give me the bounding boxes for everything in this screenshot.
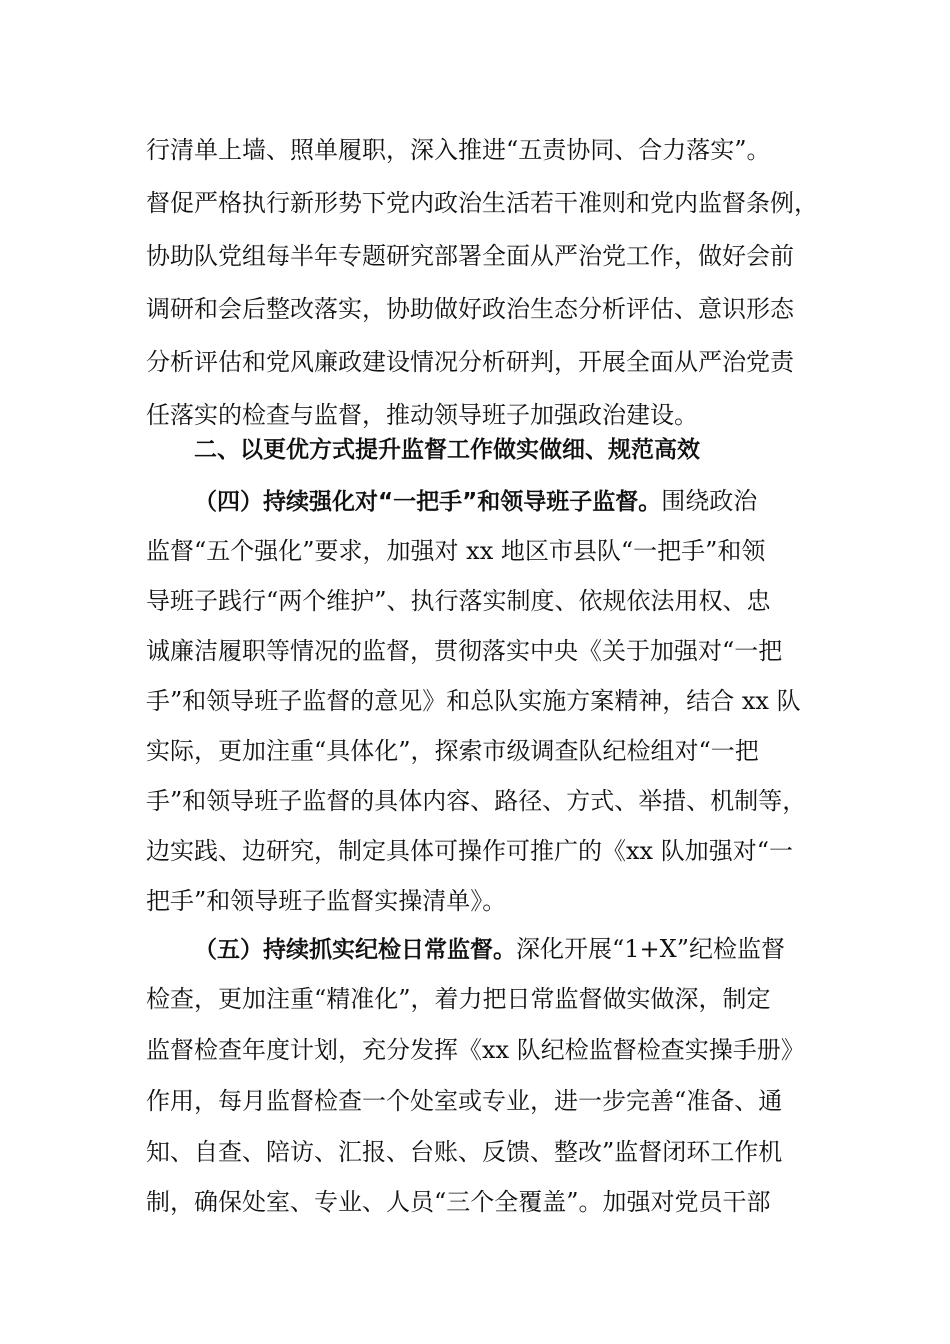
paragraph-line: 把手”和领导班子监督实操清单》。: [146, 887, 507, 915]
paragraph-5-lead: （五）持续抓实纪检日常监督。: [194, 937, 516, 963]
paragraph-line: 手”和领导班子监督的意见》和总队实施方案精神，结合 xx 队: [146, 687, 801, 715]
paragraph-line: 知、自查、陪访、汇报、台账、反馈、整改”监督闭环工作机: [146, 1138, 783, 1166]
paragraph-line: 诚廉洁履职等情况的监督，贯彻落实中央《关于加强对“一把: [146, 637, 783, 665]
paragraph-line: 协助队党组每半年专题研究部署全面从严治党工作，做好会前: [146, 242, 794, 270]
paragraph-4-lead: （四）持续强化对“一把手”和领导班子监督。: [194, 489, 662, 515]
paragraph-line: 边实践、边研究，制定具体可操作可推广的《xx 队加强对“一: [146, 837, 793, 865]
paragraph-line: 检查，更加注重“精准化”，着力把日常监督做实做深，制定: [146, 985, 771, 1013]
paragraph-5-first-line-rest: 深化开展“1+X”纪检监督: [516, 935, 786, 963]
paragraph-5-first-line: [194, 929, 836, 969]
paragraph-line: 制，确保处室、专业、人员“三个全覆盖”。加强对党员干部: [146, 1188, 771, 1216]
paragraph-line: 监督“五个强化”要求，加强对 xx 地区市县队“一把手”和领: [146, 537, 766, 565]
section-heading: 二、以更优方式提升监督工作做实做细、规范高效: [194, 437, 700, 463]
paragraph-line: 调研和会后整改落实，协助做好政治生态分析评估、意识形态: [146, 295, 794, 323]
paragraph-line: 手”和领导班子监督的具体内容、路径、方式、举措、机制等，: [146, 787, 807, 815]
paragraph-line: 行清单上墙、照单履职，深入推进“五责协同、合力落实”。: [146, 136, 771, 164]
paragraph-line: 导班子践行“两个维护”、执行落实制度、依规依法用权、忠: [146, 587, 771, 615]
paragraph-line: 督促严格执行新形势下党内政治生活若干准则和党内监督条例，: [146, 189, 818, 217]
paragraph-line: 监督检查年度计划，充分发挥《xx 队纪检监督检查实操手册》: [146, 1036, 805, 1064]
paragraph-4-first-line: [194, 481, 836, 521]
paragraph-4-first-line-rest: 围绕政治: [661, 487, 758, 515]
paragraph-line: 实际，更加注重“具体化”，探索市级调查队纪检组对“一把: [146, 737, 759, 765]
paragraph-line: 分析评估和党风廉政建设情况分析研判，开展全面从严治党责: [146, 348, 794, 376]
paragraph-line: 任落实的检查与监督，推动领导班子加强政治建设。: [146, 401, 698, 429]
paragraph-line: 作用，每月监督检查一个处室或专业，进一步完善“准备、通: [146, 1087, 783, 1115]
